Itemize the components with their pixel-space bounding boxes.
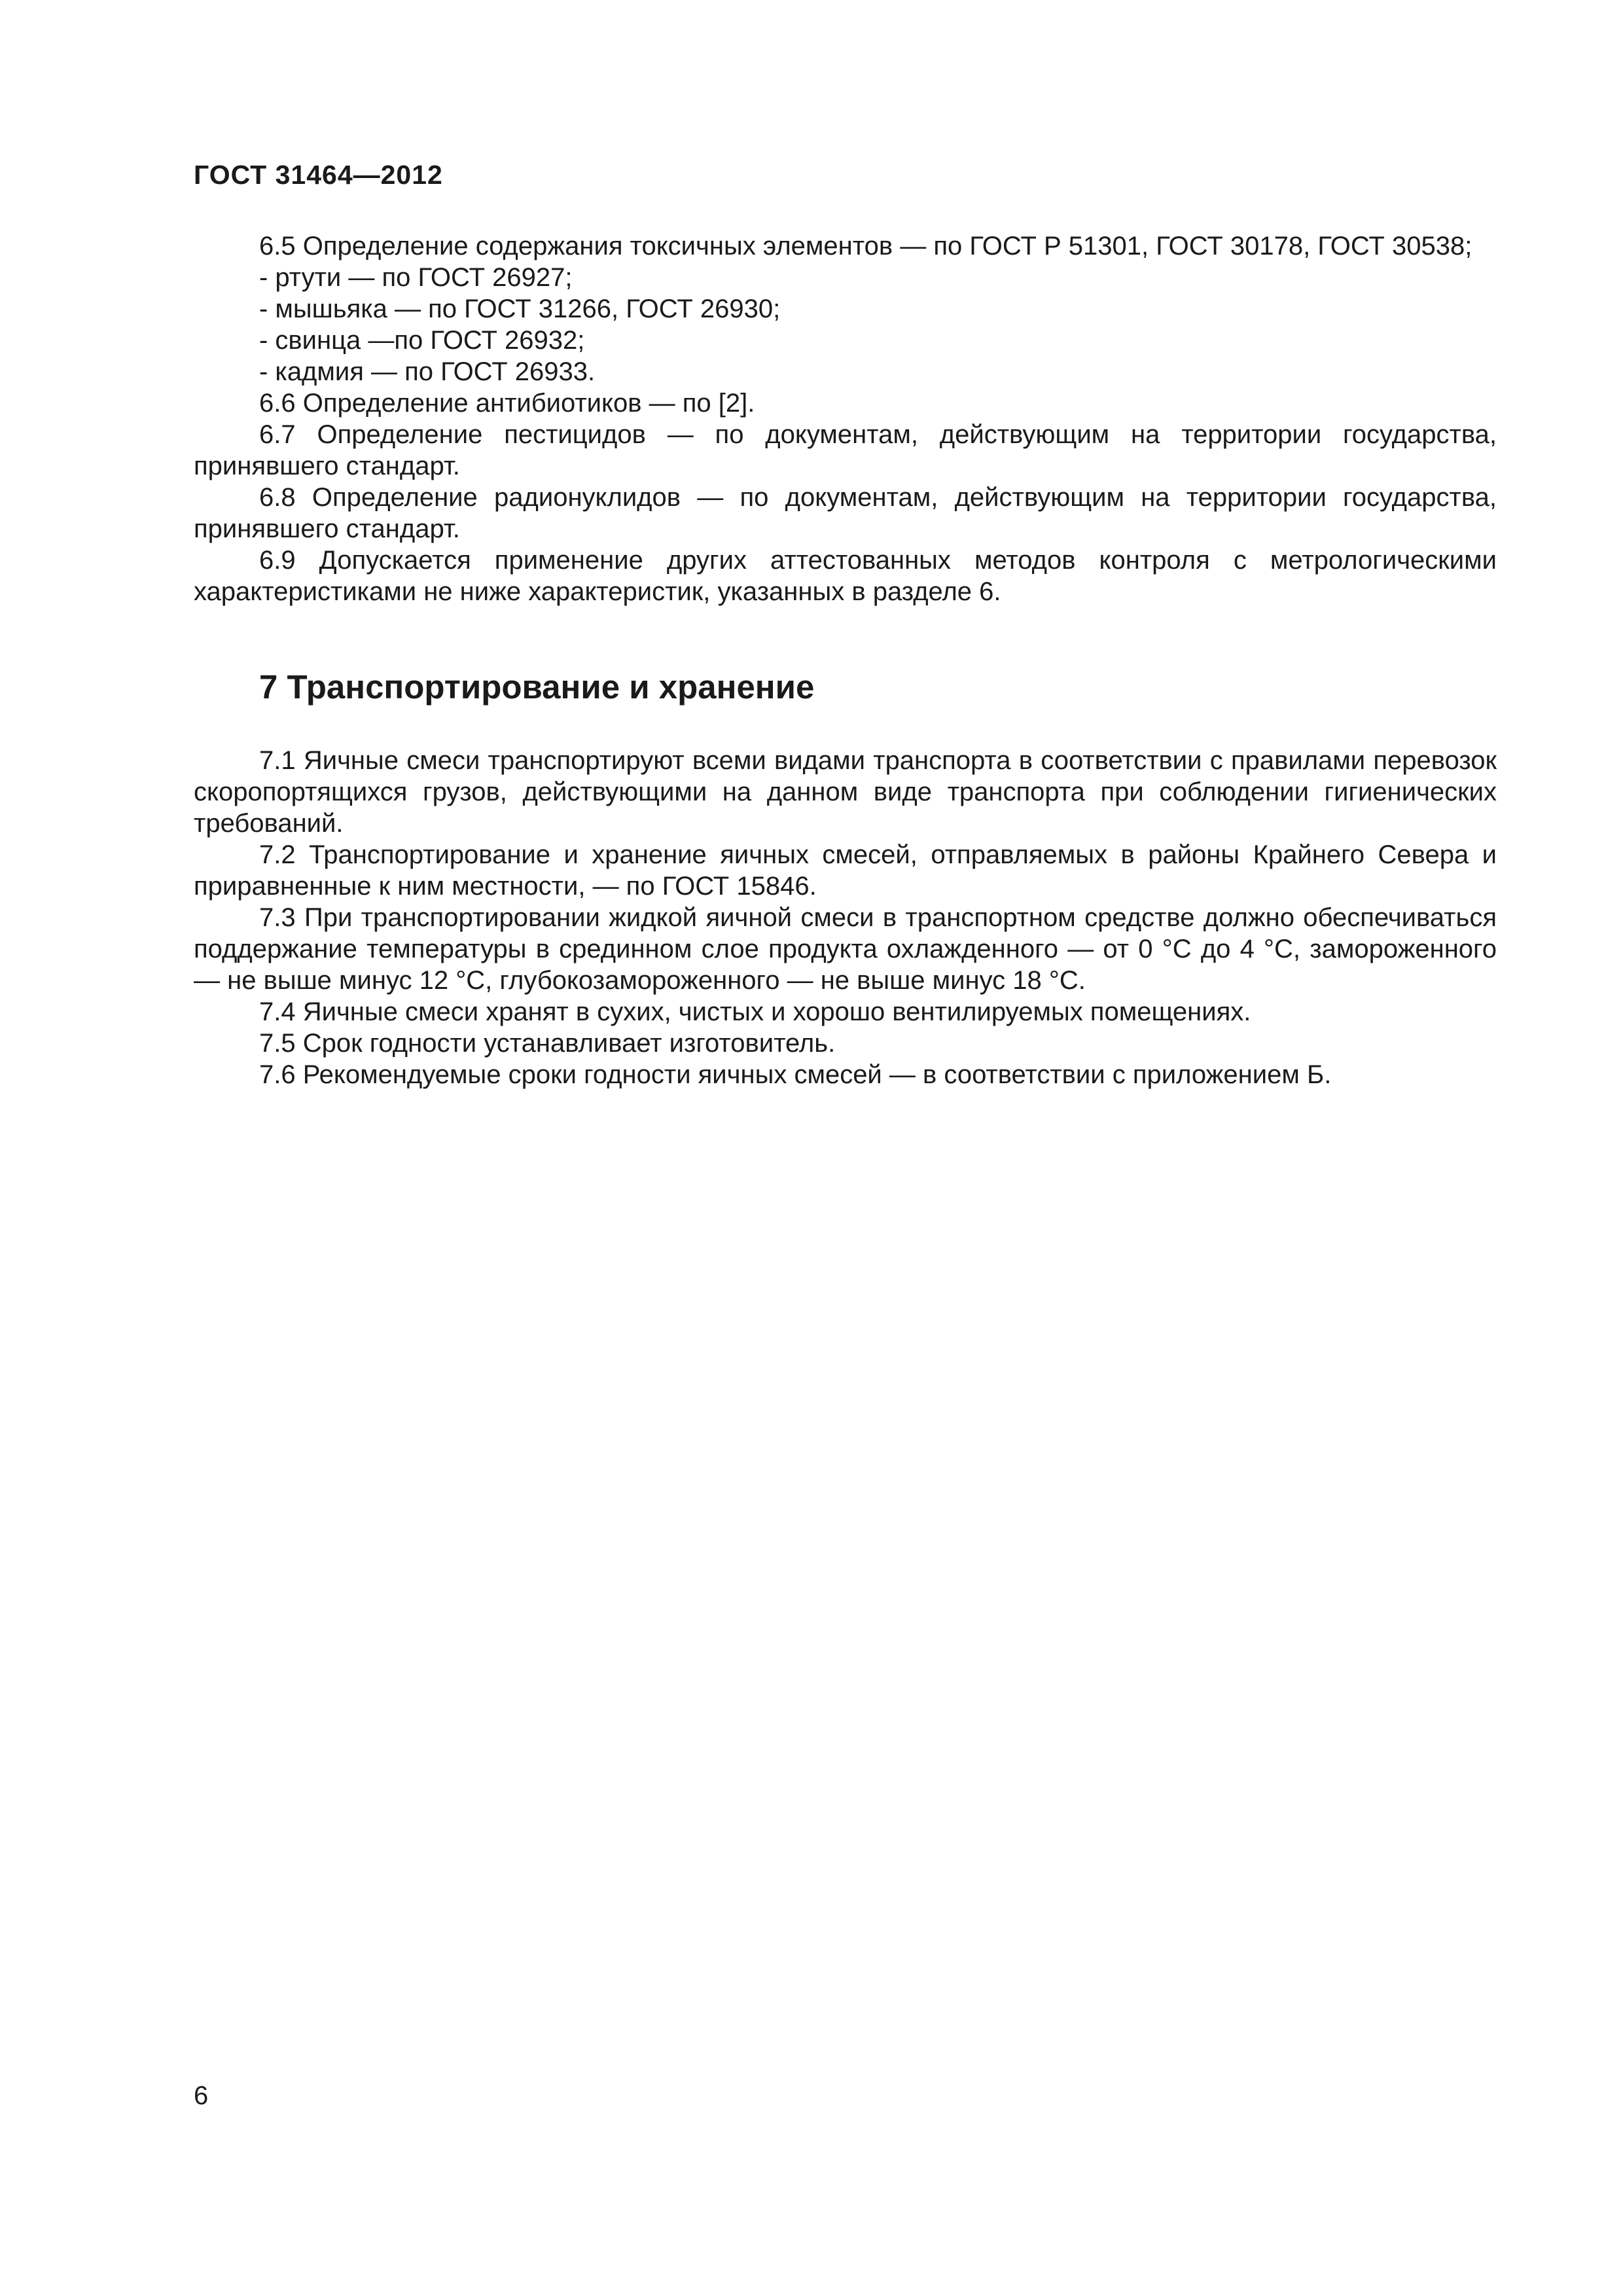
paragraph-7-4: 7.4 Яичные смеси хранят в сухих, чистых и хорошо вентилируемых помещениях. bbox=[259, 997, 1251, 1026]
paragraph-6-9: 6.9 Допускается применение других аттестованных методов контроля с метрологическими характеристиками не ниже характеристик, указанных в разделе 6. bbox=[194, 546, 1497, 606]
list-item-arsenic: - мышьяка — по ГОСТ 31266, ГОСТ 26930; bbox=[259, 295, 781, 323]
section-7-heading: 7 Транспортирование и хранение bbox=[259, 668, 815, 706]
list-item-cadmium: - кадмия — по ГОСТ 26933. bbox=[259, 357, 596, 386]
paragraph-7-2: 7.2 Транспортирование и хранение яичных смесей, отправляемых в районы Крайнего Севера и приравненные к ним местности, — по ГОСТ 15846. bbox=[194, 840, 1497, 901]
page-number: 6 bbox=[194, 2081, 209, 2110]
paragraph-7-5: 7.5 Срок годности устанавливает изготовитель. bbox=[259, 1029, 836, 1058]
section-7-body bbox=[194, 745, 1497, 1090]
document-code-header: ГОСТ 31464—2012 bbox=[194, 160, 443, 190]
list-item-mercury: - ртути — по ГОСТ 26927; bbox=[259, 263, 573, 292]
section-6-body bbox=[194, 230, 1497, 607]
paragraph-6-8: 6.8 Определение радионуклидов — по документам, действующим на территории государства, принявшего стандарт. bbox=[194, 483, 1497, 543]
paragraph-6-7: 6.7 Определение пестицидов — по документам, действующим на территории государства, принявшего стандарт. bbox=[194, 420, 1497, 480]
list-item-lead: - свинца —по ГОСТ 26932; bbox=[259, 326, 585, 355]
paragraph-7-3: 7.3 При транспортировании жидкой яичной смеси в транспортном средстве должно обеспечиваться поддержание температуры в срединном слое продукта охлажденного — от 0 °С до 4 °С, замороженного — не выше минус 12 °С, глубокозамороженного — не выше минус 18 °С. bbox=[194, 903, 1497, 995]
paragraph-7-1: 7.1 Яичные смеси транспортируют всеми видами транспорта в соответствии с правилами перевозок скоропортящихся грузов, действующими на данном виде транспорта при соблюдении гигиенических требований. bbox=[194, 746, 1497, 838]
paragraph-6-6: 6.6 Определение антибиотиков — по [2]. bbox=[259, 389, 755, 418]
paragraph-6-5: 6.5 Определение содержания токсичных элементов — по ГОСТ Р 51301, ГОСТ 30178, ГОСТ 30538; bbox=[259, 232, 1472, 260]
paragraph-7-6: 7.6 Рекомендуемые сроки годности яичных смесей — в соответствии с приложением Б. bbox=[259, 1060, 1332, 1089]
